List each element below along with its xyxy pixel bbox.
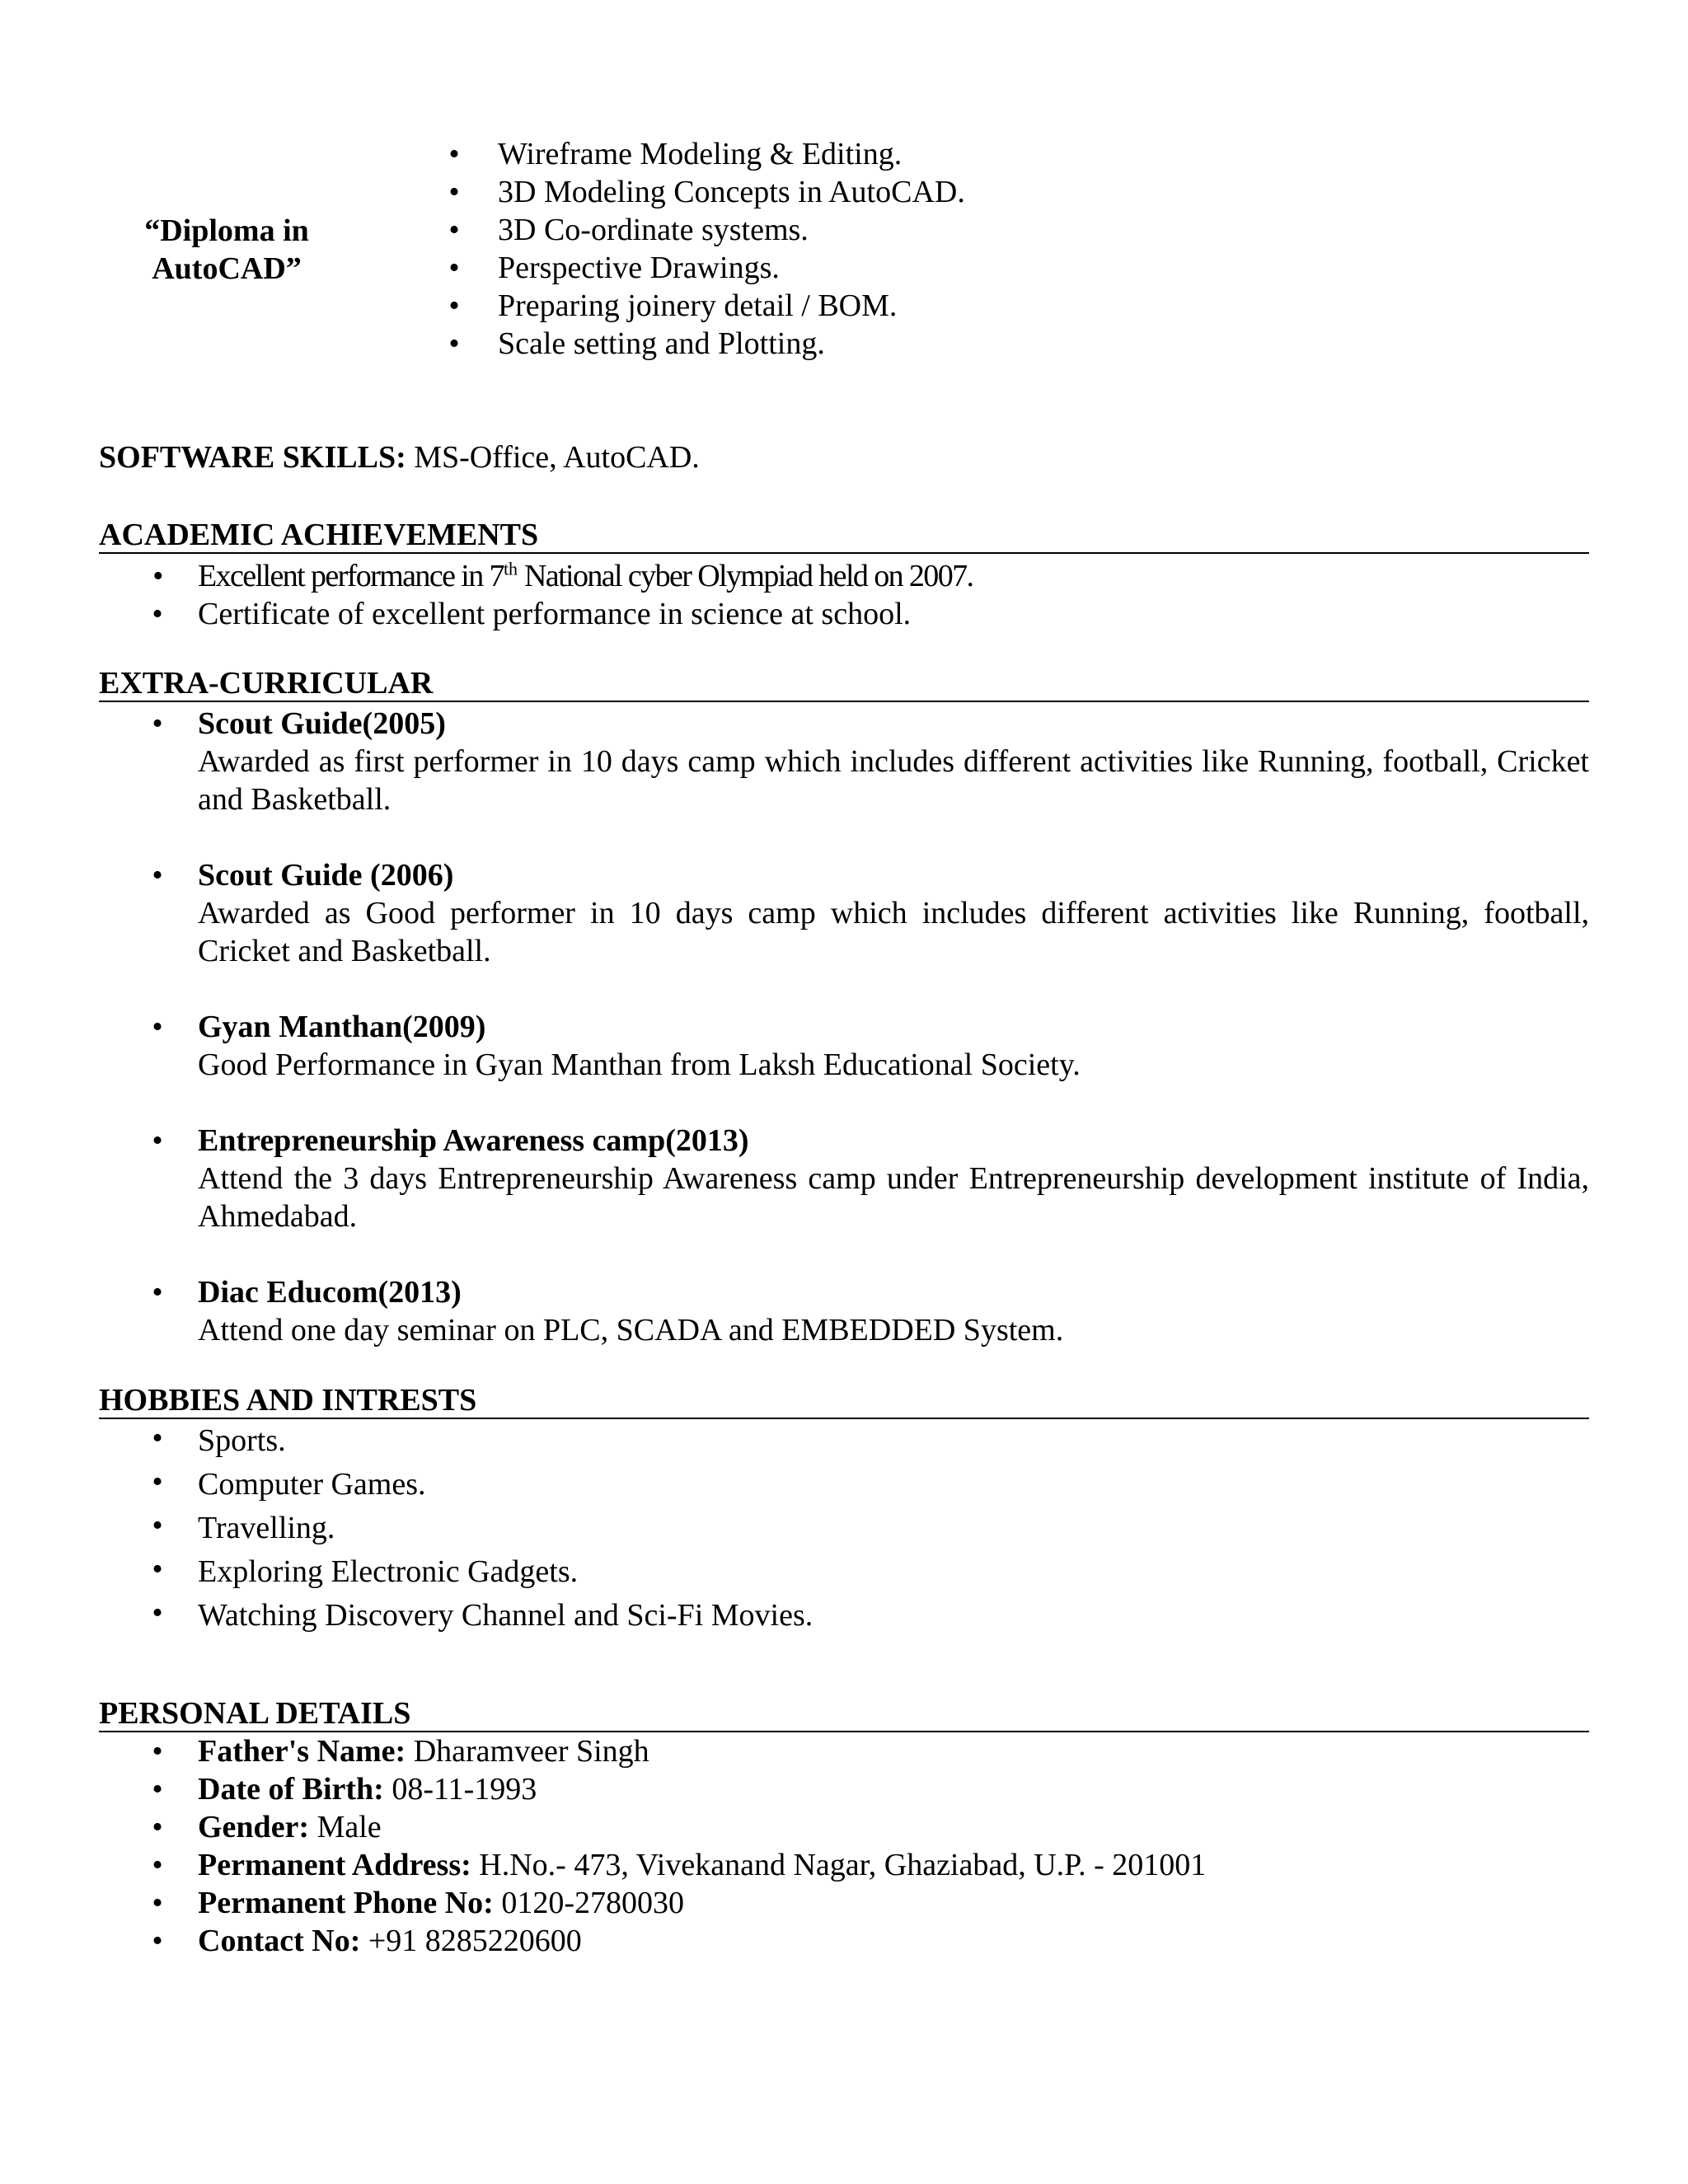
bullet-icon: • bbox=[152, 1886, 163, 1920]
bullet-icon: • bbox=[152, 1596, 163, 1630]
bullet-icon: • bbox=[448, 288, 460, 323]
list-item: • Entrepreneurship Awareness camp(2013) Attend the 3 days Entrepreneurship Awareness camp under Entrepreneurship development institute of India, Ahmedabad. bbox=[138, 1122, 1589, 1235]
bullet-icon: • bbox=[448, 251, 460, 285]
bullet-icon: • bbox=[152, 1848, 163, 1882]
list-item: • Certificate of excellent performance in science at school. bbox=[138, 595, 1589, 633]
list-item: • Father's Name: Dharamveer Singh bbox=[138, 1732, 1589, 1770]
list-item: • Watching Discovery Channel and Sci-Fi Movies. bbox=[138, 1594, 1589, 1638]
bullet-icon: • bbox=[152, 1465, 163, 1499]
personal-details-heading: PERSONAL DETAILS bbox=[99, 1696, 1589, 1732]
software-skills bbox=[99, 438, 700, 476]
bullet-icon: • bbox=[152, 1275, 163, 1310]
list-item: • 3D Modeling Concepts in AutoCAD. bbox=[435, 173, 965, 211]
list-item: • Computer Games. bbox=[138, 1463, 1589, 1507]
list-item: • Permanent Address: H.No.- 473, Vivekanand Nagar, Ghaziabad, U.P. - 201001 bbox=[138, 1846, 1589, 1884]
list-item: • Sports. bbox=[138, 1419, 1589, 1463]
list-item: • Travelling. bbox=[138, 1507, 1589, 1550]
personal-details-list bbox=[138, 1732, 1589, 1960]
list-item: • Gyan Manthan(2009) Good Performance in Gyan Manthan from Laksh Educational Society. bbox=[138, 1008, 1589, 1084]
list-item: • Scout Guide (2006) Awarded as Good performer in 10 days camp which includes different activities like Running, football, Cricket and Basketball. bbox=[138, 856, 1589, 970]
diploma-title-line2: AutoCAD” bbox=[152, 251, 302, 286]
bullet-icon: • bbox=[448, 213, 460, 247]
diploma-title-line1: “Diploma in bbox=[144, 213, 309, 248]
bullet-icon: • bbox=[152, 597, 163, 631]
list-item: • 3D Co-ordinate systems. bbox=[435, 211, 965, 249]
list-item: • Scale setting and Plotting. bbox=[435, 325, 965, 363]
list-item: • Perspective Drawings. bbox=[435, 249, 965, 287]
bullet-icon: • bbox=[152, 706, 163, 741]
extra-curricular-list bbox=[138, 705, 1589, 1349]
list-item: • Permanent Phone No: 0120-2780030 bbox=[138, 1884, 1589, 1922]
software-skills-label: SOFTWARE SKILLS: bbox=[99, 440, 406, 475]
bullet-icon: • bbox=[448, 326, 460, 361]
bullet-icon: • bbox=[152, 1772, 163, 1807]
list-item: • Diac Educom(2013) Attend one day seminar on PLC, SCADA and EMBEDDED System. bbox=[138, 1273, 1589, 1349]
list-item: • Gender: Male bbox=[138, 1808, 1589, 1846]
extra-curricular-heading: EXTRA-CURRICULAR bbox=[99, 666, 1589, 702]
bullet-icon: • bbox=[448, 137, 460, 171]
diploma-topic-list bbox=[435, 135, 965, 363]
bullet-icon: • bbox=[152, 1010, 163, 1044]
bullet-icon: • bbox=[152, 1123, 163, 1158]
bullet-icon: • bbox=[152, 858, 163, 893]
hobbies-list bbox=[138, 1419, 1589, 1638]
bullet-icon: • bbox=[152, 559, 162, 593]
list-item: • Exploring Electronic Gadgets. bbox=[138, 1550, 1589, 1594]
hobbies-heading: HOBBIES AND INTRESTS bbox=[99, 1383, 1589, 1419]
bullet-icon: • bbox=[448, 175, 460, 209]
list-item: • Date of Birth: 08-11-1993 bbox=[138, 1770, 1589, 1808]
bullet-icon: • bbox=[152, 1734, 163, 1769]
list-item: • Preparing joinery detail / BOM. bbox=[435, 287, 965, 325]
bullet-icon: • bbox=[152, 1552, 163, 1586]
list-item: • Excellent performance in 7th National cyber Olympiad held on 2007. bbox=[138, 557, 1589, 595]
bullet-icon: • bbox=[152, 1810, 163, 1844]
list-item: • Contact No: +91 8285220600 bbox=[138, 1922, 1589, 1960]
diploma-title bbox=[124, 212, 330, 288]
bullet-icon: • bbox=[152, 1421, 163, 1455]
list-item: • Wireframe Modeling & Editing. bbox=[435, 135, 965, 173]
bullet-icon: • bbox=[152, 1924, 163, 1958]
software-skills-value: MS-Office, AutoCAD. bbox=[406, 440, 700, 475]
list-item: • Scout Guide(2005) Awarded as first performer in 10 days camp which includes different activities like Running, football, Cricket and Basketball. bbox=[138, 705, 1589, 818]
academic-list bbox=[138, 557, 1589, 633]
academic-heading: ACADEMIC ACHIEVEMENTS bbox=[99, 518, 1589, 554]
bullet-icon: • bbox=[152, 1508, 163, 1543]
